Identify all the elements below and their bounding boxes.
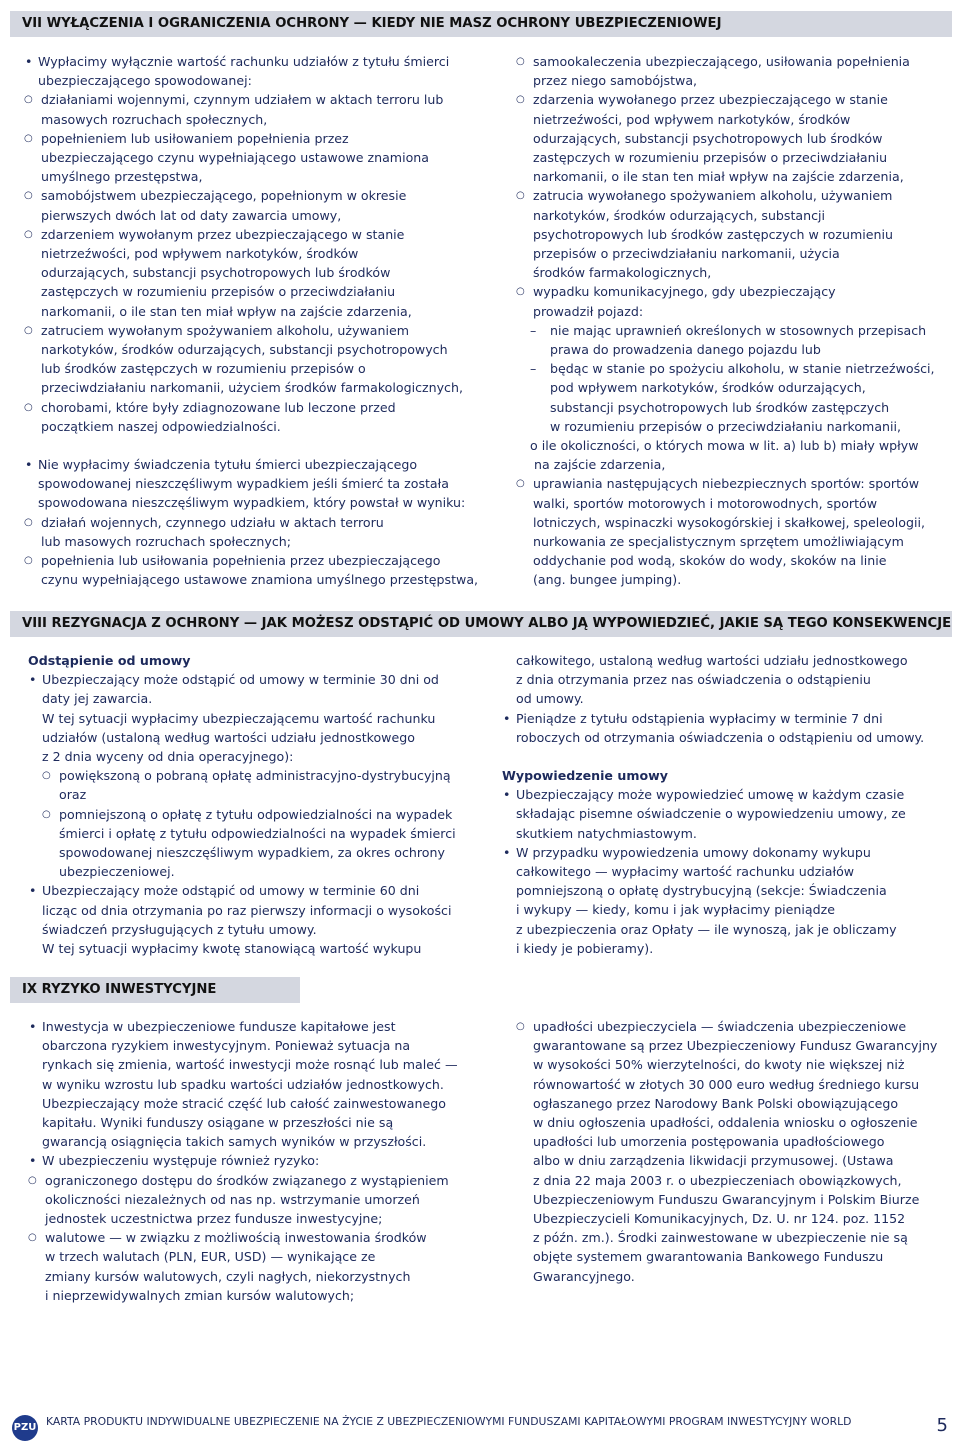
- section-ix-right-column: [516, 1017, 956, 1286]
- section-ix-left-column: [28, 1017, 498, 1305]
- section-vii-left-column: [24, 52, 494, 589]
- section-vii-header: VII WYŁĄCZENIA I OGRANICZENIA OCHRONY — KIEDY NIE MASZ OCHRONY UBEZPIECZENIOWEJ: [10, 11, 952, 37]
- section-vii-right-column: [516, 52, 956, 590]
- list-item: ○ działań wojennych, czynnego udziału w aktach terroru lub masowych rozruchach społecznych;: [24, 513, 494, 551]
- footer-title: KARTA PRODUKTU INDYWIDUALNE UBEZPIECZENIE NA ŻYCIE Z UBEZPIECZENIOWYMI FUNDUSZAMI KAPITAŁOWYMI PROGRAM INWESTYCYJNY WORLD: [46, 1415, 852, 1428]
- list-item: ○ popełnienia lub usiłowania popełnienia przez ubezpieczającego czynu wypełniającego ustawowe znamiona umyślnego przestępstwa,: [24, 551, 494, 589]
- list-item: ○ walutowe — w związku z możliwością inwestowania środków w trzech walutach (PLN, EUR, USD) — wynikające ze zmiany kursów walutowych, czyli nagłych, niekorzystnych i nieprzewidywalnych zmian kursów walutowych;: [28, 1228, 498, 1305]
- list-item: ○ zdarzenia wywołanego przez ubezpieczającego w stanie nietrzeźwości, pod wpływem narkotyków, środków odurzających, substancji psychotropowych lub środków zastępczych w rozumieniu przepisów o przeciwdziałaniu narkomanii, o ile stan ten miał wpływ na zajście zdarzenia,: [516, 90, 956, 186]
- list-item: – nie mając uprawnień określonych w stosownych przepisach prawa do prowadzenia danego pojazdu lub: [530, 321, 956, 359]
- list-item: ○ popełnieniem lub usiłowaniem popełnienia przez ubezpieczającego czynu wypełniającego ustawowe znamiona umyślnego przestępstwa,: [24, 129, 494, 187]
- list-item: • Ubezpieczający może odstąpić od umowy w terminie 30 dni od daty jej zawarcia. W tej sytuacji wypłacimy ubezpieczającemu wartość rachunku udziałów (ustaloną według wartości udziału jednostkowego z 2 dnia wyceny od dnia operacyjnego):: [28, 670, 498, 766]
- list-item: ○ samobójstwem ubezpieczającego, popełnionym w okresie pierwszych dwóch lat od daty zawarcia umowy,: [24, 186, 494, 224]
- list-item: ○ zdarzeniem wywołanym przez ubezpieczającego w stanie nietrzeźwości, pod wpływem narkotyków, środków odurzających, substancji psychotropowych lub środków zastępczych w rozumieniu przepisów o przeciwdziałaniu narkomanii, o ile stan ten miał wpływ na zajście zdarzenia,: [24, 225, 494, 321]
- pzu-logo: PZU: [12, 1415, 38, 1441]
- subsection-title: Wypowiedzenie umowy: [502, 768, 668, 784]
- page-footer: [10, 1403, 950, 1443]
- list-item: ○ powiększoną o pobraną opłatę administracyjno-dystrybucyjną oraz: [42, 766, 498, 804]
- list-item: • Pieniądze z tytułu odstąpienia wypłacimy w terminie 7 dni roboczych od otrzymania oświadczenia o odstąpieniu od umowy.: [502, 709, 952, 747]
- section-viii-right-column: [502, 651, 952, 958]
- list-item: o ile okoliczności, o których mowa w lit. a) lub b) miały wpływ na zajście zdarzenia,: [530, 438, 919, 473]
- list-item: ○ upadłości ubezpieczyciela — świadczenia ubezpieczeniowe gwarantowane są przez Ubezpieczeniowy Fundusz Gwarancyjny w wysokości 50% wierzytelności, do kwoty nie większej niż równowartość w złotych 30 000 euro według średniego kursu ogłaszanego przez Narodowy Bank Polski obowiązującego w dniu ogłoszenia upadłości, oddalenia wniosku o ogłoszenie upadłości lub umorzenia postępowania upadłościowego albo w dniu zarządzenia likwidacji przymusowej. (Ustawa z dnia 22 maja 2003 r. o ubezpieczeniach obowiązkowych, Ubezpieczeniowym Funduszu Gwarancyjnym i Polskim Biurze Ubezpieczycieli Komunikacyjnych, Dz. U. nr 124. poz. 1152 z późn. zm.). Środki zainwestowane w ubezpieczenie nie są objęte systemem gwarantowania Bankowego Funduszu Gwarancyjnego.: [516, 1017, 956, 1286]
- list-item: • Ubezpieczający może odstąpić od umowy w terminie 60 dni licząc od dnia otrzymania po raz pierwszy informacji o wysokości świadczeń przysługujących z tytułu umowy. W tej sytuacji wypłacimy kwotę stanowiącą wartość wykupu: [28, 881, 498, 958]
- list-item: ○ pomniejszoną o opłatę z tytułu odpowiedzialności na wypadek śmierci i opłatę z tytułu odpowiedzialności na wypadek śmierci spowodowanej nieszczęśliwym wypadkiem, za okres ochrony ubezpieczeniowej.: [42, 805, 498, 882]
- list-item: ○ zatrucia wywołanego spożywaniem alkoholu, używaniem narkotyków, środków odurzających, substancji psychotropowych lub środków zastępczych w rozumieniu przepisów o przeciwdziałaniu narkomanii, użycia środków farmakologicznych,: [516, 186, 956, 282]
- list-item: • Nie wypłacimy świadczenia tytułu śmierci ubezpieczającego spowodowanej nieszczęśliwym wypadkiem jeśli śmierć ta została spowodowana nieszczęśliwym wypadkiem, który powstał w wyniku:: [24, 455, 494, 513]
- list-item: ○ zatruciem wywołanym spożywaniem alkoholu, używaniem narkotyków, środków odurzających, substancji psychotropowych lub środków zastępczych w rozumieniu przepisów o przeciwdziałaniu narkomanii, użyciem środków farmakologicznych,: [24, 321, 494, 398]
- section-ix-header: IX RYZYKO INWESTYCYJNE: [10, 977, 300, 1003]
- section-viii-left-column: [28, 651, 498, 958]
- section-viii-header: VIII REZYGNACJA Z OCHRONY — JAK MOŻESZ ODSTĄPIĆ OD UMOWY ALBO JĄ WYPOWIEDZIEĆ, JAKIE SĄ TEGO KONSEKWENCJE: [10, 611, 952, 637]
- list-item: ○ samookaleczenia ubezpieczającego, usiłowania popełnienia przez niego samobójstwa,: [516, 52, 956, 90]
- list-item: ○ wypadku komunikacyjnego, gdy ubezpieczający prowadził pojazd:: [516, 282, 956, 320]
- list-item: • W ubezpieczeniu występuje również ryzyko:: [28, 1151, 498, 1170]
- list-item: ○ uprawiania następujących niebezpiecznych sportów: sportów walki, sportów motorowych i motorowodnych, sportów lotniczych, wspinaczki wysokogórskiej i skałkowej, speleologii, nurkowania ze specjalistycznym sprzętem umożliwiającym oddychanie pod wodą, skoków do wody, skoków na linie (ang. bungee jumping).: [516, 474, 956, 589]
- list-item: ○ działaniami wojennymi, czynnym udziałem w aktach terroru lub masowych rozruchach społecznych,: [24, 90, 494, 128]
- list-item: ○ chorobami, które były zdiagnozowane lub leczone przed początkiem naszej odpowiedzialności.: [24, 398, 494, 436]
- list-item: • Ubezpieczający może wypowiedzieć umowę w każdym czasie składając pisemne oświadczenie o wypowiedzeniu umowy, ze skutkiem natychmiastowym.: [502, 785, 952, 843]
- list-item: • Wypłacimy wyłącznie wartość rachunku udziałów z tytułu śmierci ubezpieczającego spowodowanej:: [24, 52, 494, 90]
- paragraph: całkowitego, ustaloną według wartości udziału jednostkowego z dnia otrzymania przez nas oświadczenia o odstąpieniu od umowy.: [516, 653, 908, 707]
- list-item: ○ ograniczonego dostępu do środków związanego z wystąpieniem okoliczności niezależnych od nas np. wstrzymanie umorzeń jednostek uczestnictwa przez fundusze inwestycyjne;: [28, 1171, 498, 1229]
- list-item: • Inwestycja w ubezpieczeniowe fundusze kapitałowe jest obarczona ryzykiem inwestycyjnym. Ponieważ sytuacja na rynkach się zmienia, wartość inwestycji może rosnąć lub maleć — w wyniku wzrostu lub spadku wartości udziałów jednostkowych. Ubezpieczający może stracić część lub całość zainwestowanego kapitału. Wyniki funduszy osiągane w przeszłości nie są gwarancją osiągnięcia takich samych wyników w przyszłości.: [28, 1017, 498, 1151]
- subsection-title: Odstąpienie od umowy: [28, 653, 191, 668]
- list-item: • W przypadku wypowiedzenia umowy dokonamy wykupu całkowitego — wypłacimy wartość rachunku udziałów pomniejszoną o opłatę dystrybucyjną (sekcje: Świadczenia i wykupy — kiedy, komu i jak wypłacimy pieniądze z ubezpieczenia oraz Opłaty — ile wynoszą, jak je obliczamy i kiedy je pobieramy).: [502, 843, 952, 958]
- list-item: – będąc w stanie po spożyciu alkoholu, w stanie nietrzeźwości, pod wpływem narkotyków, środków odurzających, substancji psychotropowych lub środków zastępczych w rozumieniu przepisów o przeciwdziałaniu narkomanii,: [530, 359, 956, 436]
- page-number: 5: [936, 1415, 948, 1436]
